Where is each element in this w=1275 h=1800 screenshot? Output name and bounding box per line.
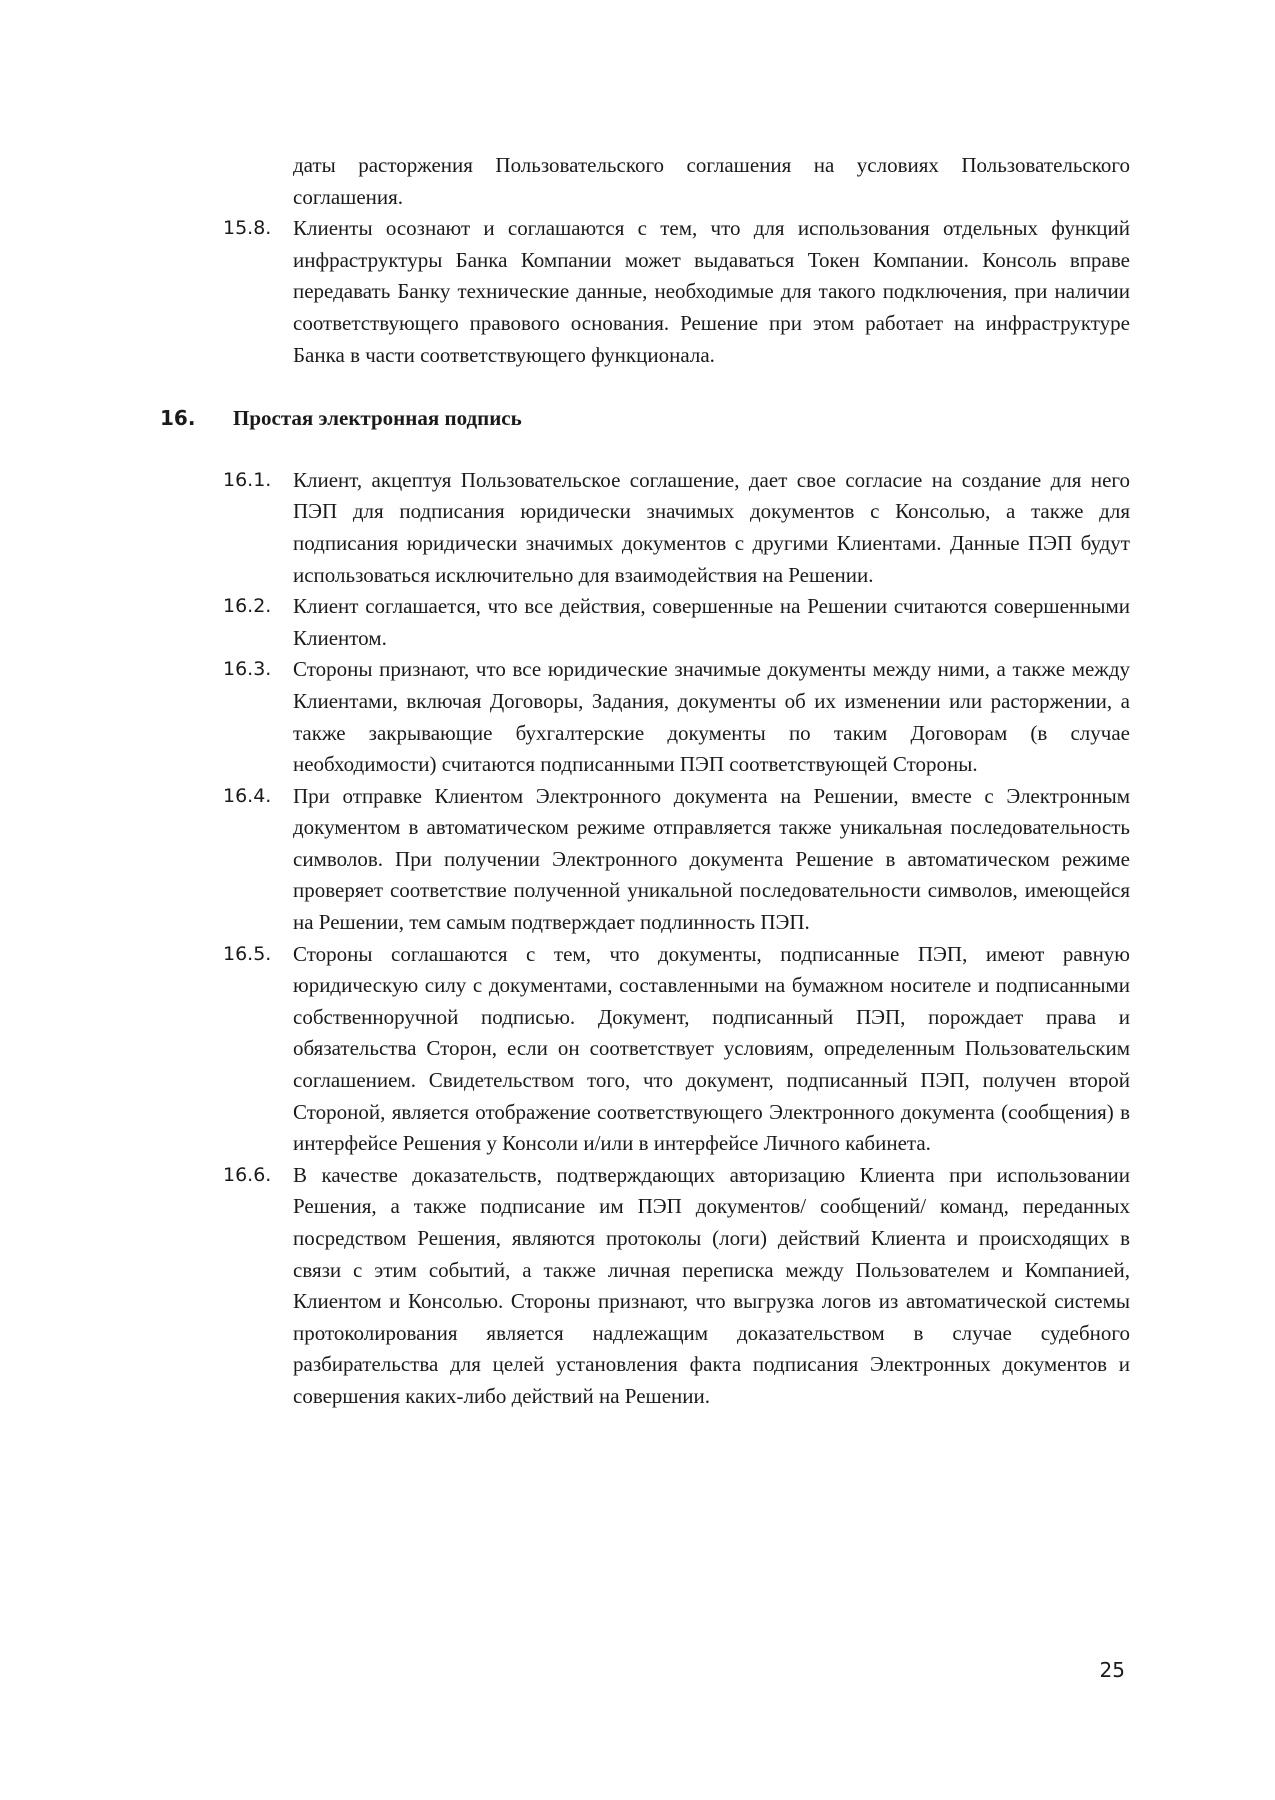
clause-number: 16.4. [223, 784, 272, 807]
clause-text: Клиент соглашается, что все действия, совершенные на Решении считаются совершенными Клиентом. [293, 594, 1130, 650]
clause-16-6 [160, 1160, 1130, 1413]
clause-16-4 [160, 781, 1130, 939]
clause-number: 16.2. [223, 595, 272, 618]
clause-number: 16.5. [223, 942, 272, 965]
continuation-paragraph [160, 150, 1130, 213]
page-content [160, 150, 1130, 1413]
clause-text: Стороны соглашаются с тем, что документы, подписанные ПЭП, имеют равную юридическую силу с документами, составленными на бумажном носителе и подписанными собственноручной подписью. Документ, подписанный ПЭП, порождает права и обязательства Сторон, если он соответствует условиям, определенным Пользовательским соглашением. Свидетельством того, что документ, подписанный ПЭП, получен второй Стороной, является отображение соответствующего Электронного документа (сообщения) в интерфейсе Решения у Консоли и/или в интерфейсе Личного кабинета. [293, 941, 1130, 1156]
clause-16-2 [160, 591, 1130, 654]
clause-15-8 [160, 213, 1130, 371]
clause-number: 16.6. [223, 1163, 272, 1186]
clause-text: Клиенты осознают и соглашаются с тем, что для использования отдельных функций инфраструктуры Банка Компании может выдаваться Токен Компании. Консоль вправе передавать Банку технические данные, необходимые для такого подключения, при наличии соответствующего правового основания. Решение при этом работает на инфраструктуре Банка в части соответствующего функционала. [293, 216, 1130, 367]
clause-number: 16.3. [223, 658, 272, 681]
clause-16-1 [160, 465, 1130, 591]
clause-text: Стороны признают, что все юридические значимые документы между ними, а также между Клиентами, включая Договоры, Задания, документы об их изменении или расторжении, а также закрывающие бухгалтерские документы по таким Договорам (в случае необходимости) считаются подписанными ПЭП соответствующей Стороны. [293, 657, 1130, 777]
section-heading [160, 403, 1130, 435]
clause-text: В качестве доказательств, подтверждающих авторизацию Клиента при использовании Решения, а также подписание им ПЭП документов/ сообщений/ команд, переданных посредством Решения, являются протоколы (логи) действий Клиента и происходящих в связи с этим событий, а также личная переписка между Пользователем и Компанией, Клиентом и Консолью. Стороны признают, что выгрузка логов из автоматической системы протоколирования является надлежащим доказательством в случае судебного разбирательства для целей установления факта подписания Электронных документов и совершения каких-либо действий на Решении. [293, 1162, 1130, 1408]
clause-text: Клиент, акцептуя Пользовательское соглашение, дает свое согласие на создание для него ПЭП для подписания юридически значимых документов с Консолью, а также для подписания юридически значимых документов с другими Клиентами. Данные ПЭП будут использоваться исключительно для взаимодействия на Решении. [293, 467, 1130, 587]
clause-text: При отправке Клиентом Электронного документа на Решении, вместе с Электронным документом в автоматическом режиме отправляется также уникальная последовательность символов. При получении Электронного документа Решение в автоматическом режиме проверяет соответствие полученной уникальной последовательности символов, имеющейся на Решении, тем самым подтверждает подлинность ПЭП. [293, 783, 1130, 935]
page-number: 25 [1099, 1658, 1125, 1682]
section-number: 16. [160, 406, 196, 431]
clause-16-3 [160, 654, 1130, 780]
clause-number: 15.8. [223, 217, 272, 240]
section-title: Простая электронная подпись [233, 406, 522, 431]
clause-number: 16.1. [223, 468, 272, 491]
continuation-text: даты расторжения Пользовательского соглашения на условиях Пользовательского соглашения. [293, 153, 1130, 209]
clause-16-5 [160, 939, 1130, 1160]
